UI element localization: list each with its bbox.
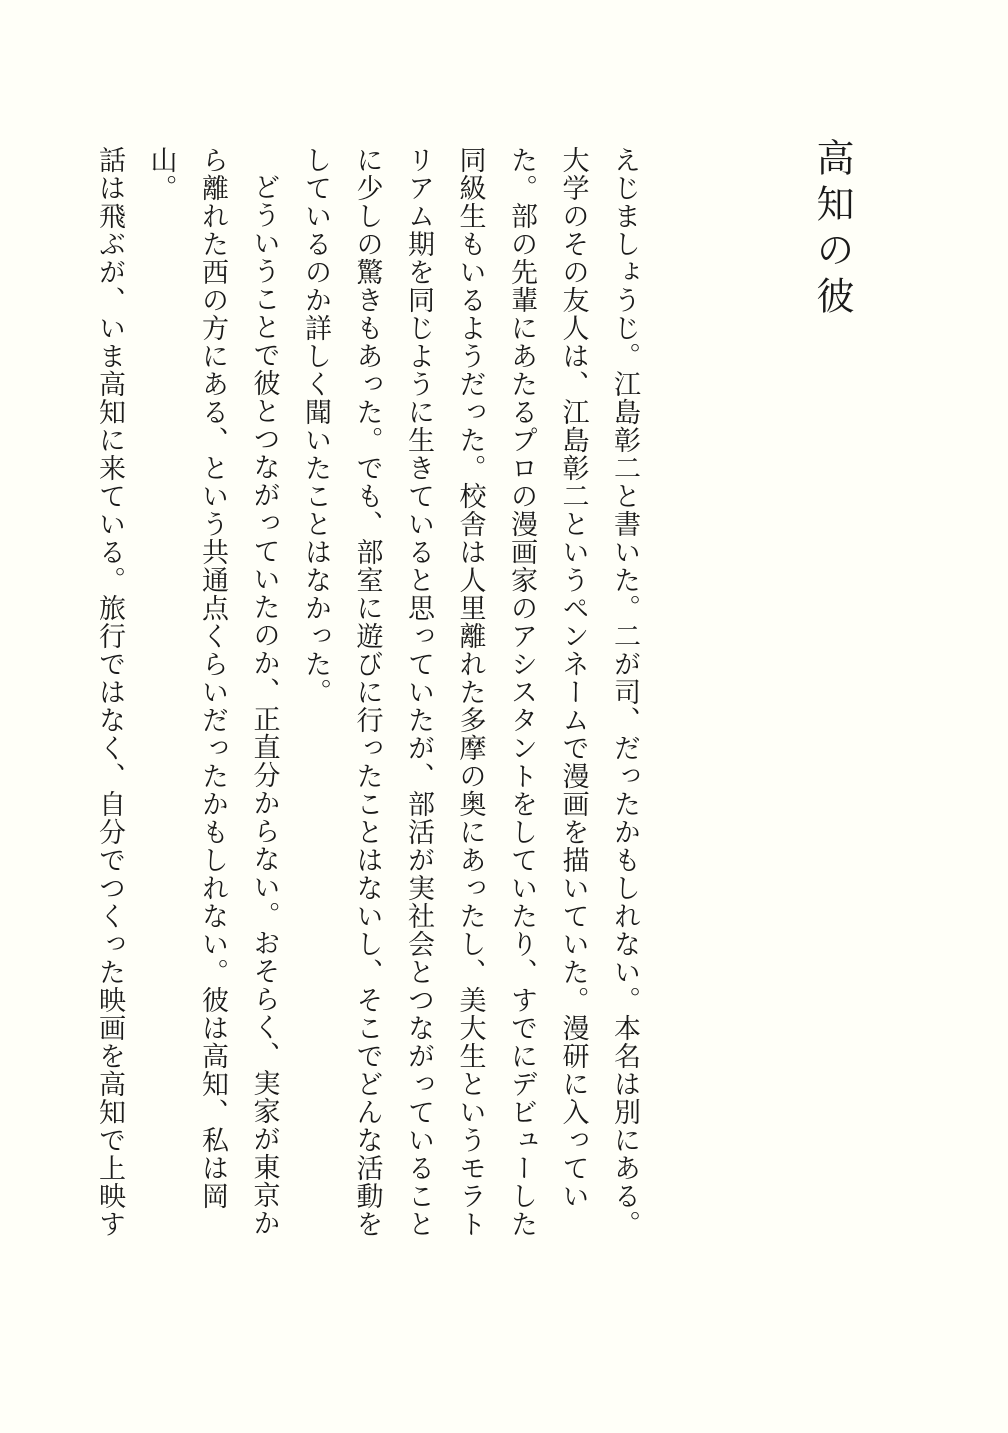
body-text: [94, 146, 650, 1246]
page-title: 高知の彼: [810, 138, 854, 322]
paragraph-3: 話は飛ぶが、いま高知に来ている。旅行ではなく、自分でつくった映画を高知で上映す: [94, 146, 125, 1238]
paragraph-2: どういうことで彼とつながっていたのか、正直分からない。おそらく、実家が東京から離れた西の方にある、という共通点くらいだったかもしれない。彼は高知、私は岡山。: [145, 146, 280, 1237]
paragraph-1: えじましょうじ。江島彰二と書いた。二が司、だったかもしれない。本名は別にある。大学のその友人は、江島彰二というペンネームで漫画を描いていた。漫研に入っていた。部の先輩にあたるプロの漫画家のアシスタントをしていたり、すでにデビューした同級生もいるようだった。校舎は人里離れた多摩の奥にあったし、美大生というモラトリアム期を同じように生きていると思っていたが、部活が実社会とつながっていることに少しの驚きもあった。でも、部室に遊びに行ったことはないし、そこでどんな活動をしているのか詳しく聞いたことはなかった。: [300, 146, 640, 1238]
